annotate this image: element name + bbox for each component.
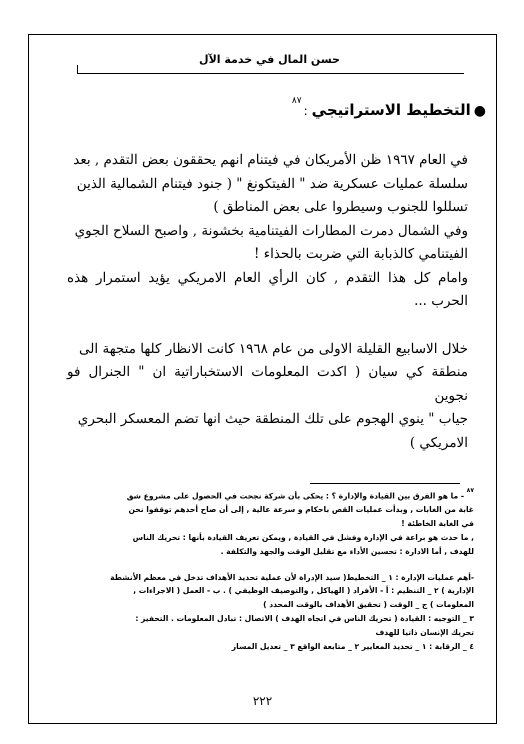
document-page: [28, 34, 497, 724]
body-line: الامريكي ): [409, 434, 468, 451]
section-heading-text: التخطيط الاستراتيجي: [311, 101, 471, 119]
body-line: وفي الشمال دمرت المطارات الفيتنامية بخشونة , واصبح السلاح الجوي: [74, 222, 468, 239]
body-line: سلسلة عمليات عسكرية ضد " الفيتكونغ " ( جنود فيتنام الشمالية الذين: [76, 175, 468, 192]
footnote-number: ٨٧: [466, 487, 474, 494]
page-number: ٢٢٢: [252, 694, 273, 708]
body-line: منطقة كي سيان ( اكدت المعلومات الاستخباراتية ان " الجنرال فو نجوين: [67, 364, 468, 404]
body-line: وامام كل هذا التقدم , كان الرأي العام الامريكي يؤيد استمرار هذه الحرب ...: [67, 269, 468, 309]
footnote-line: ٣ _ التوجيه : القيادة ( تحريك الناس في اتجاه الهدف ) الاتصال : تبادل المعلومات . التحفيز :: [135, 613, 474, 623]
section-heading: [292, 97, 486, 121]
footnote-reference: ٨٧: [291, 96, 302, 106]
body-line: خلال الاسابيع القليلة الاولى من عام ١٩٦٨ كانت الانظار كلها متجهة الى: [79, 340, 468, 357]
body-line: في العام ١٩٦٧ ظن الأمريكان في فيتنام انهم يحققون بعض التقدم , بعد: [73, 152, 468, 168]
body-text: [67, 149, 468, 455]
footnote-line: المعلومات ) ج _ الوقت ( تحقيق الأهداف بالوقت المحدد ): [263, 600, 474, 610]
footnote-line: للهدف , أما الادارة : تحسين الأداء مع تقليل الوقت والجهد والتكلفة .: [220, 546, 474, 556]
header-rule: [77, 73, 464, 74]
running-header: حسن المال في خدمة الآل: [199, 53, 340, 66]
footnote-line: الإدارية ) ٢ _ التنظيم : أ - الأفراد ( الهياكل , والتوصيف الوظيفي ) . ب - العمل ( الاجراءات ,: [133, 586, 474, 596]
footnote-line: ٤ _ الرقابة : ١ _ تحديد المعايير ٢ _ متابعة الواقع ٣ _ تعديل المسار: [231, 641, 474, 651]
section-heading-colon: :: [303, 104, 308, 118]
footnote-line: -أهم عمليات الإدارة : ١ _ التخطيط( سيد الإدراة لأن عملية تحديد الأهداف تدخل في معظم الأنشطة: [110, 572, 474, 582]
footnotes: [49, 487, 474, 653]
body-line: تسللوا للجنوب وسيطروا على بعض المناطق ): [213, 199, 468, 215]
bullet-icon: ●: [473, 103, 486, 119]
footnote-gap: [49, 559, 474, 571]
body-line: جياب " ينوي الهجوم على تلك المنطقة حيث انها تضم المعسكر البحري: [77, 411, 468, 427]
paragraph-gap: [67, 314, 468, 338]
body-line: الفيتنامي كالذبابة التي ضربت بالحذاء !: [254, 246, 468, 262]
header-rule-tick: [77, 65, 78, 73]
footnote-line: في الغابة الخاطئة !: [401, 519, 474, 529]
footnote-line: $^{٨٧}$ - ما هو الفرق بين القيادة والإدارة ؟ : يحكى بأن شركة نجحت في الحصول على مشروع شق: [126, 487, 474, 501]
footnote-line: تحريك الإنسان ذاتيا للهدف: [375, 627, 474, 637]
footnote-separator: [310, 483, 460, 484]
footnote-line: , ما حدث هو براعة في الإدارة وفشل في القيادة , ويمكن تعريف القيادة بأنها : تحريك الناس: [132, 532, 474, 542]
footnote-line: غابة من الغابات , وبدأت عمليات القص باحكام و سرعة عالية , إلى أن صاح أحدهم توقفوا نحن: [128, 505, 474, 515]
